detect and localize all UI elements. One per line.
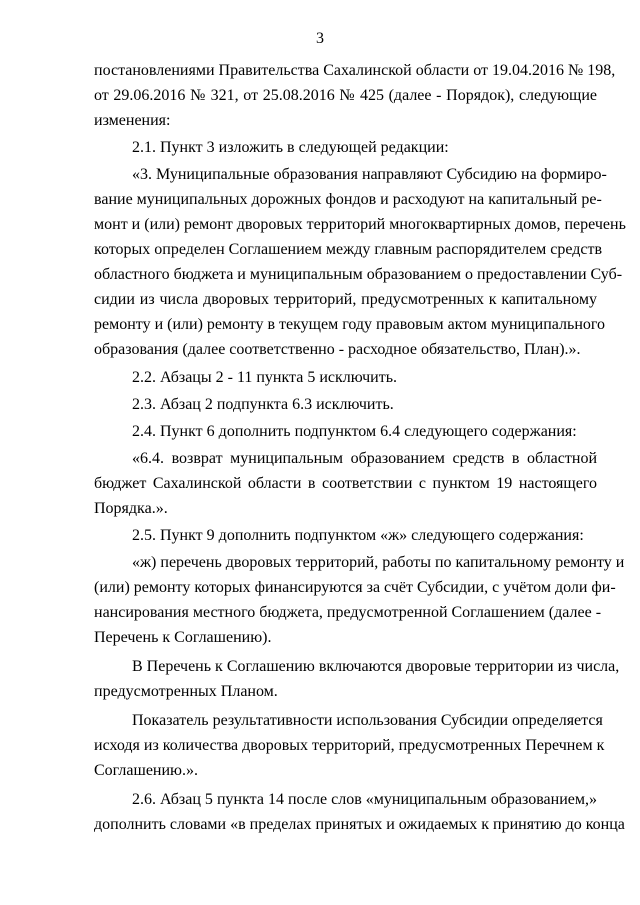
text-line: дополнить словами «в пределах принятых и ожидаемых к принятию до конца: [94, 816, 625, 833]
text-line: которых определен Соглашением между главным распорядителем средств: [94, 241, 603, 258]
text-line: 2.3. Абзац 2 подпункта 6.3 исключить.: [132, 396, 394, 413]
text-line: Перечень к Соглашению).: [94, 629, 272, 646]
text-line: 2.4. Пункт 6 дополнить подпунктом 6.4 следующего содержания:: [132, 423, 577, 440]
text-line: «ж) перечень дворовых территорий, работы по капитальному ремонту и: [132, 554, 625, 571]
text-line: 2.6. Абзац 5 пункта 14 после слов «муниципальным образованием,»: [132, 791, 597, 808]
text-line: Показатель результативности использования Субсидии определяется: [132, 712, 603, 729]
text-line: областного бюджета и муниципальным образованием о предоставлении Суб-: [94, 266, 623, 283]
text-line: В Перечень к Соглашению включаются дворовые территории из числа,: [132, 658, 620, 675]
text-line: ремонту и (или) ремонту в текущем году правовым актом муниципального: [94, 316, 606, 333]
text-line: исходя из количества дворовых территорий, предусмотренных Перечнем к: [94, 737, 605, 754]
text-line: 2.5. Пункт 9 дополнить подпунктом «ж» следующего содержания:: [132, 527, 584, 544]
text-line: предусмотренных Планом.: [94, 683, 278, 700]
text-line: Соглашению.».: [94, 762, 199, 779]
text-line: «6.4. возврат муниципальным образованием средств в областной: [132, 450, 597, 467]
text-line: (или) ремонту которых финансируются за счёт Субсидии, с учётом доли фи-: [94, 579, 616, 596]
text-line: «3. Муниципальные образования направляют Субсидию на формиро-: [132, 166, 607, 183]
text-line: изменения:: [94, 112, 171, 129]
text-line: бюджет Сахалинской области в соответствии с пунктом 19 настоящего: [94, 475, 597, 492]
page-number: 3: [316, 30, 324, 47]
text-line: 2.1. Пункт 3 изложить в следующей редакции:: [132, 139, 449, 156]
text-line: Порядка.».: [94, 500, 168, 517]
text-line: сидии из числа дворовых территорий, предусмотренных к капитальному: [94, 291, 597, 308]
text-line: постановлениями Правительства Сахалинской области от 19.04.2016 № 198,: [94, 62, 616, 79]
text-line: от 29.06.2016 № 321, от 25.08.2016 № 425 (далее - Порядок), следующие: [94, 87, 597, 104]
text-line: нансирования местного бюджета, предусмотренной Соглашением (далее -: [94, 604, 602, 621]
text-line: монт и (или) ремонт дворовых территорий многоквартирных домов, перечень: [94, 216, 626, 233]
text-line: вание муниципальных дорожных фондов и расходуют на капитальный ре-: [94, 191, 602, 208]
text-line: 2.2. Абзацы 2 - 11 пункта 5 исключить.: [132, 369, 397, 386]
text-line: образования (далее соответственно - расходное обязательство, План).».: [94, 341, 581, 358]
